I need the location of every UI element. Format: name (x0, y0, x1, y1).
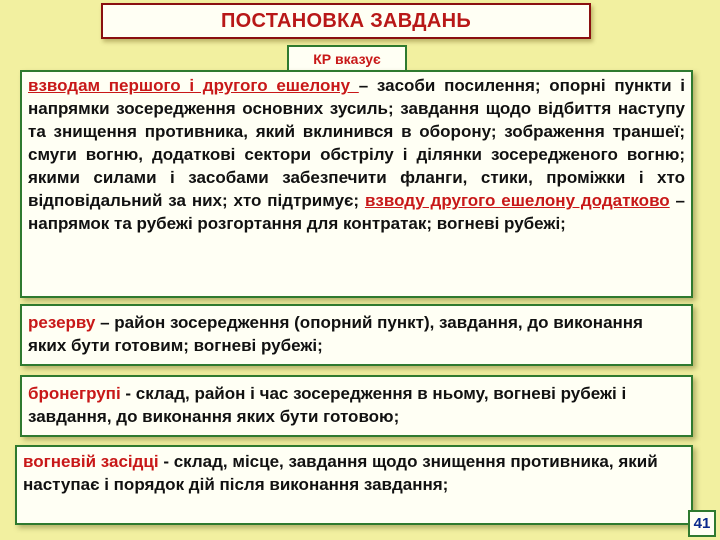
reserve-text: – район зосередження (опорний пункт), завдання, до виконання яких бути готовим; вогневі рубежі; (28, 313, 643, 355)
ambush-text: - склад, місце, завдання щодо знищення противника, який наступає і порядок дій після виконання завдання; (23, 452, 658, 494)
reserve-panel (20, 304, 693, 366)
first-echelon-text: – засоби посилення; опорні пункти і напрямки зосередження основних зусиль; завдання щодо відбиття наступу та знищення противника, який вклинився в оборону; зображення траншеї; смуги вогню, додаткові сектори обстрілу і ділянки зосередженого вогню; якими силами і засобами забезпечити фланги, стики, проміжки і хто відповідальний за них; хто підтримує; (28, 76, 685, 210)
second-echelon-text: – напрямок та рубежі розгортання для контратак; вогневі рубежі; (28, 191, 685, 233)
armor-group-term: бронегрупі (28, 384, 121, 403)
first-echelon-panel (20, 70, 693, 298)
armor-group-text: - склад, район і час зосередження в ньому, вогневі рубежі і завдання, до виконання яких бути готовою; (28, 384, 627, 426)
ambush-term: вогневій засідці (23, 452, 159, 471)
ambush-panel (15, 445, 693, 525)
second-echelon-term: взводу другого ешелону додатково (364, 191, 670, 210)
page-number: 41 (688, 510, 716, 537)
armor-group-panel (20, 375, 693, 437)
slide-title: ПОСТАНОВКА ЗАВДАНЬ (101, 3, 591, 39)
reserve-term: резерву (28, 313, 96, 332)
first-echelon-term: взводам першого і другого ешелону (28, 76, 359, 95)
slide-subtitle: КР вказує (287, 45, 407, 70)
